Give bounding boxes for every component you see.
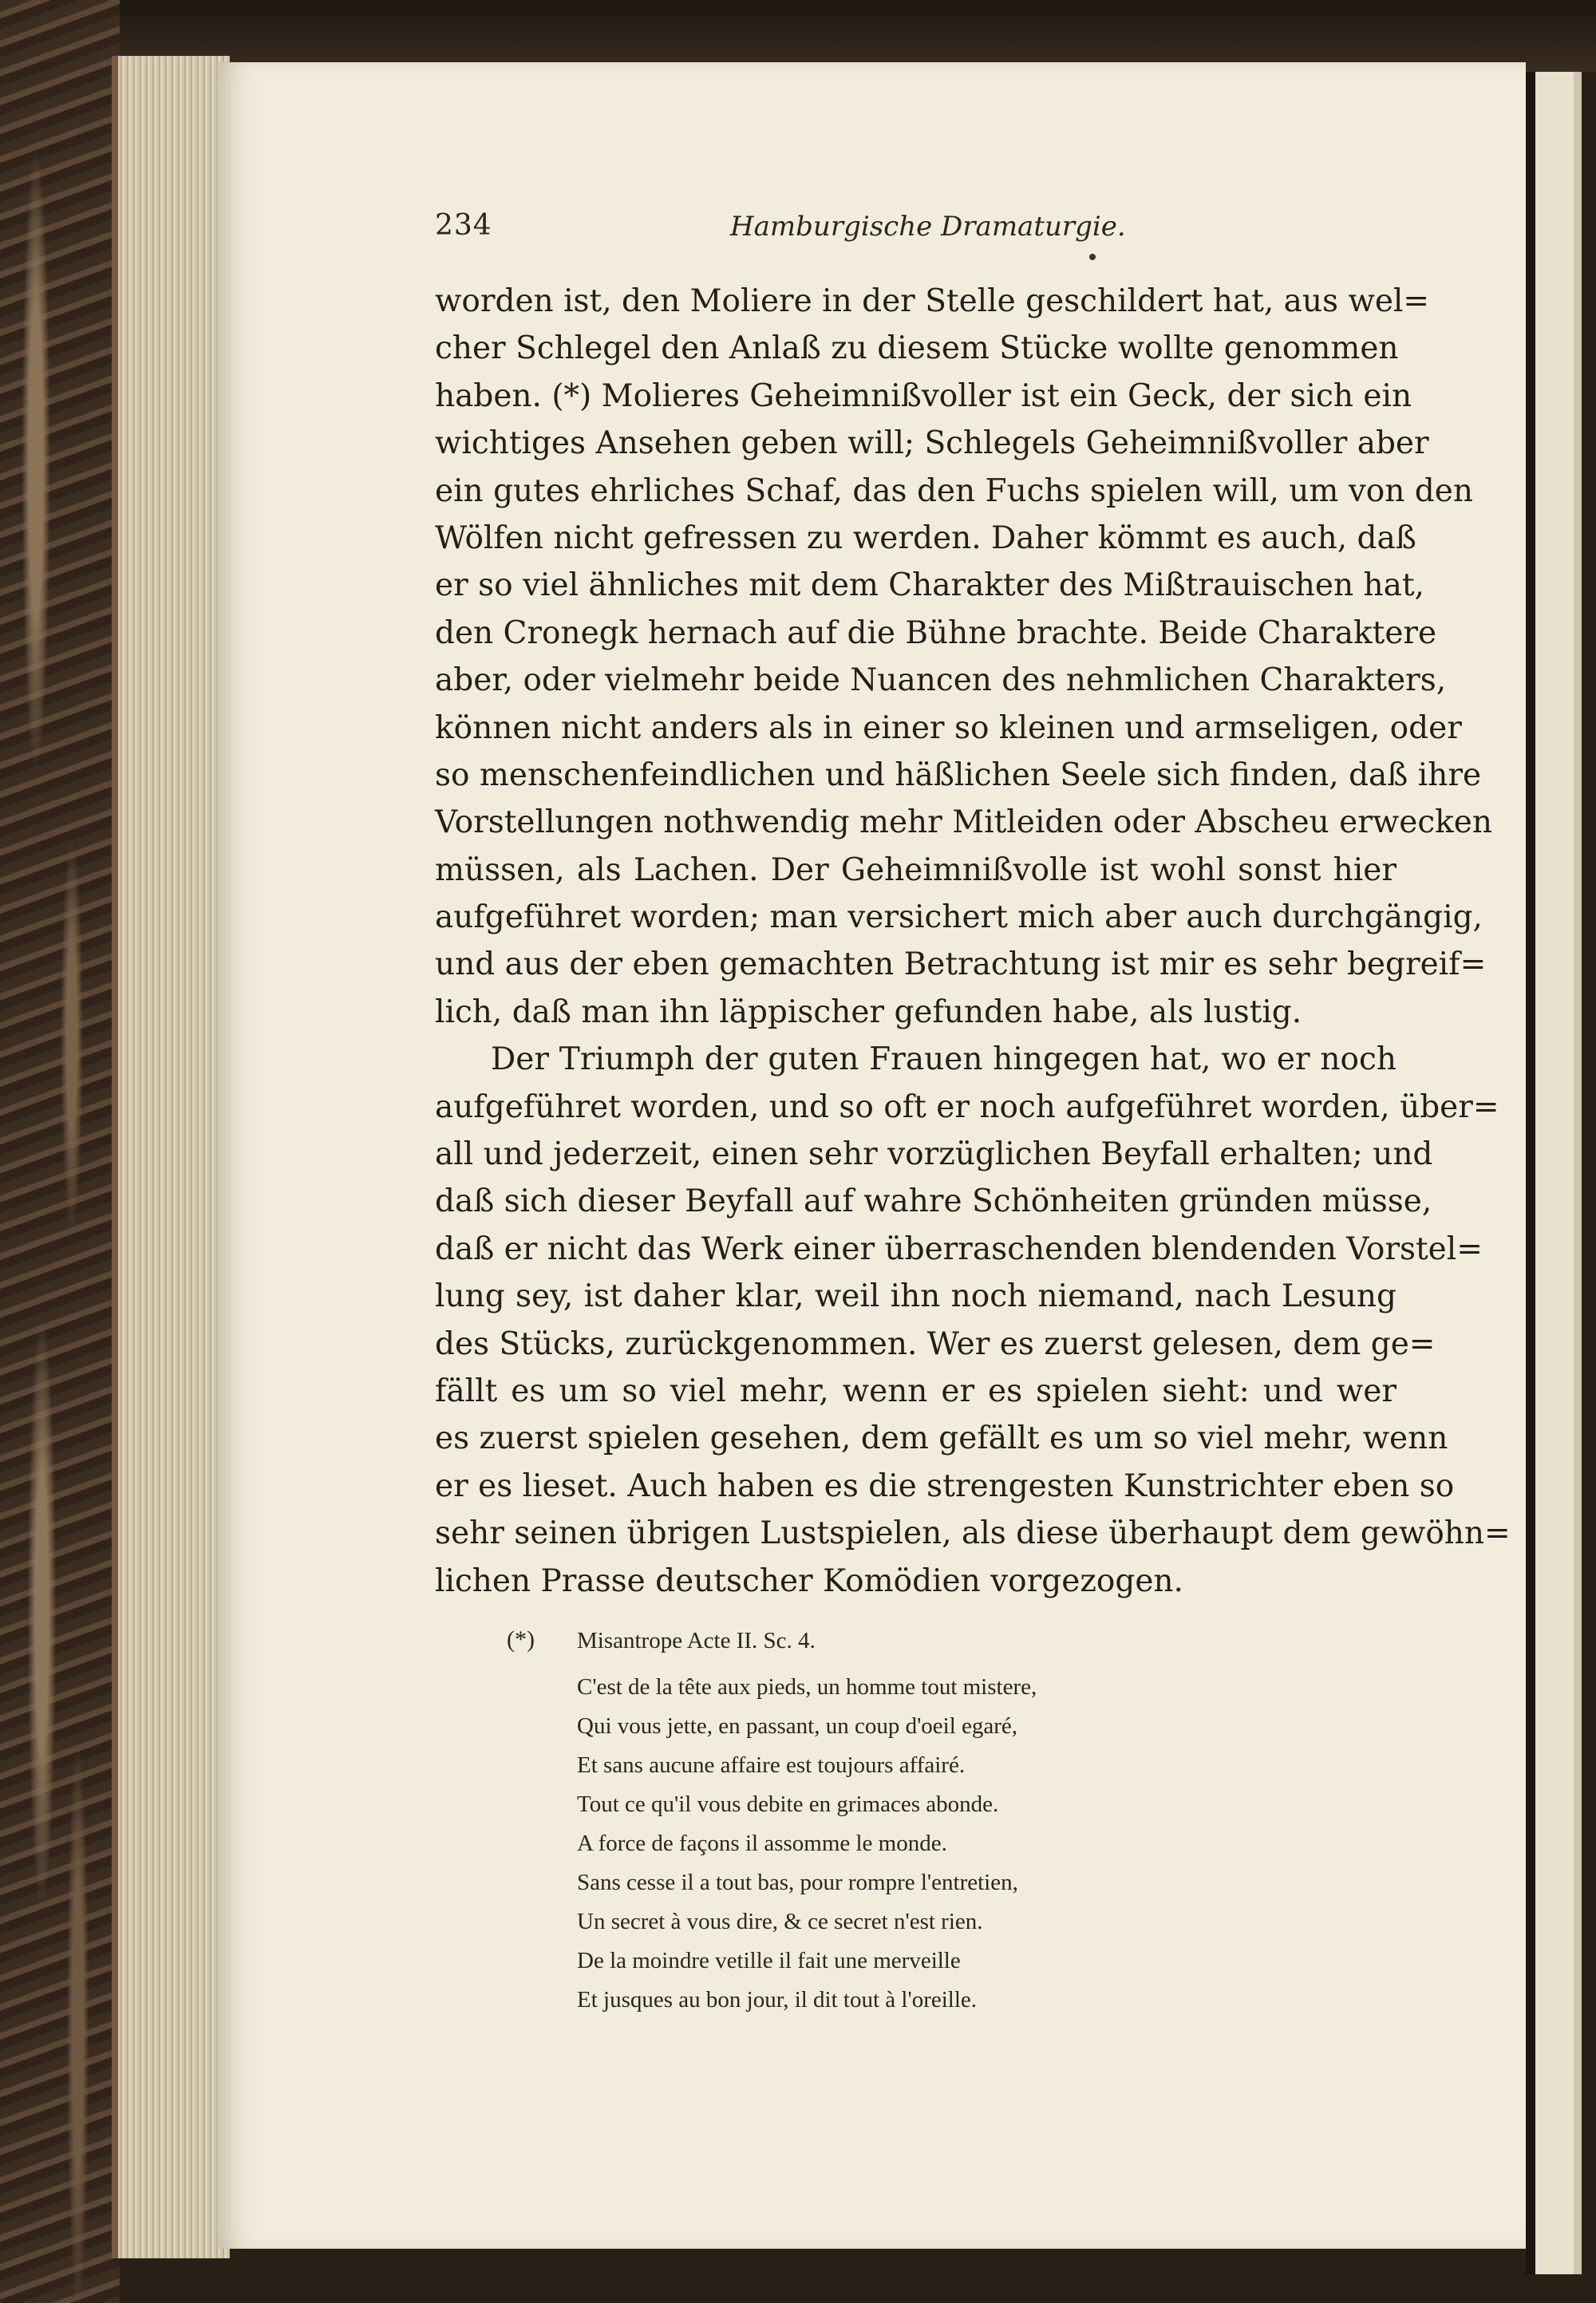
text-line: aufgeführet worden, und so oft er noch aufgeführet worden, über= [435,1088,1499,1125]
text-line: er so viel ähnliches mit dem Charakter des Mißtrauischen hat, [435,567,1424,604]
page-header [435,209,1393,251]
text-line: cher Schlegel den Anlaß zu diesem Stücke wollte genommen [435,330,1399,367]
verse-line: C'est de la tête aux pieds, un homme tout mistere, [577,1674,1037,1700]
verse-line: Et sans aucune affaire est toujours affairé. [577,1752,966,1778]
text-line: den Cronegk hernach auf die Bühne brachte. Beide Charaktere [435,614,1437,651]
footnote-marker: (*) [507,1626,535,1653]
text-line: lich, daß man ihn läppischer gefunden habe, als lustig. [435,993,1302,1030]
verse-line: A force de façons il assomme le monde. [577,1831,947,1856]
text-line: daß er nicht das Werk einer überraschenden blendenden Vorstel= [435,1231,1483,1267]
marbled-cover [0,0,120,2303]
text-line: so menschenfeindlichen und häßlichen Seele sich finden, daß ihre [435,756,1482,793]
text-line: worden ist, den Moliere in der Stelle geschildert hat, aus wel= [435,283,1430,319]
ink-dot [1089,254,1096,260]
text-line: Der Triumph der guten Frauen hingegen hat, wo er noch [491,1041,1396,1078]
text-line: des Stücks, zurückgenommen. Wer es zuerst gelesen, dem ge= [435,1325,1436,1362]
main-text [435,278,1511,1605]
text-line: lung sey, ist daher klar, weil ihn noch niemand, nach Lesung [435,1278,1396,1315]
running-title: Hamburgische Dramaturgie. [730,211,1126,243]
text-line: Wölfen nicht gefressen zu werden. Daher kömmt es auch, daß [435,519,1416,556]
verse-line: Un secret à vous dire, & ce secret n'est rien. [577,1909,983,1934]
text-line: aufgeführet worden; man versichert mich aber auch durchgängig, [435,899,1483,936]
footnote-reference: Misantrope Acte II. Sc. 4. [577,1628,816,1653]
text-line: fällt es um so viel mehr, wenn er es spielen sieht: und wer [435,1373,1396,1409]
verse-line: De la moindre vetille il fait une merveille [577,1948,961,1973]
text-line: daß sich dieser Beyfall auf wahre Schönheiten gründen müsse, [435,1183,1432,1220]
verse-line: Tout ce qu'il vous debite en grimaces abonde. [577,1791,999,1817]
verse-line: Qui vous jette, en passant, un coup d'oeil egaré, [577,1713,1018,1739]
verse-line: Et jusques au bon jour, il dit tout à l'oreille. [577,1987,978,2013]
text-line: lichen Prasse deutscher Komödien vorgezogen. [435,1562,1183,1599]
text-line: können nicht anders als in einer so kleinen und armseligen, oder [435,709,1462,746]
text-line: sehr seinen übrigen Lustspielen, als diese überhaupt dem gewöhn= [435,1515,1511,1552]
text-line: es zuerst spielen gesehen, dem gefällt es um so viel mehr, wenn [435,1420,1448,1457]
text-line: wichtiges Ansehen geben will; Schlegels Geheimnißvoller aber [435,425,1429,462]
text-line: er es lieset. Auch haben es die strengesten Kunstrichter eben so [435,1468,1455,1504]
text-line: ein gutes ehrliches Schaf, das den Fuchs spielen will, um von den [435,472,1473,509]
facing-page-edge [1526,72,1596,2274]
footnote-verses [577,1668,1295,2020]
page-edges [112,56,230,2258]
text-line: und aus der eben gemachten Betrachtung ist mir es sehr begreif= [435,946,1487,983]
text-line: all und jederzeit, einen sehr vorzüglichen Beyfall erhalten; und [435,1136,1433,1173]
verse-line: Sans cesse il a tout bas, pour rompre l'entretien, [577,1870,1018,1895]
text-line: müssen, als Lachen. Der Geheimnißvolle ist wohl sonst hier [435,851,1396,888]
book-cover-top [48,0,1596,72]
text-line: haben. (*) Molieres Geheimnißvoller ist ein Geck, der sich ein [435,377,1412,414]
text-line: aber, oder vielmehr beide Nuancen des nehmlichen Charakters, [435,662,1447,699]
text-line: Vorstellungen nothwendig mehr Mitleiden oder Abscheu erwecken [435,804,1492,841]
page-number: 234 [435,209,492,242]
